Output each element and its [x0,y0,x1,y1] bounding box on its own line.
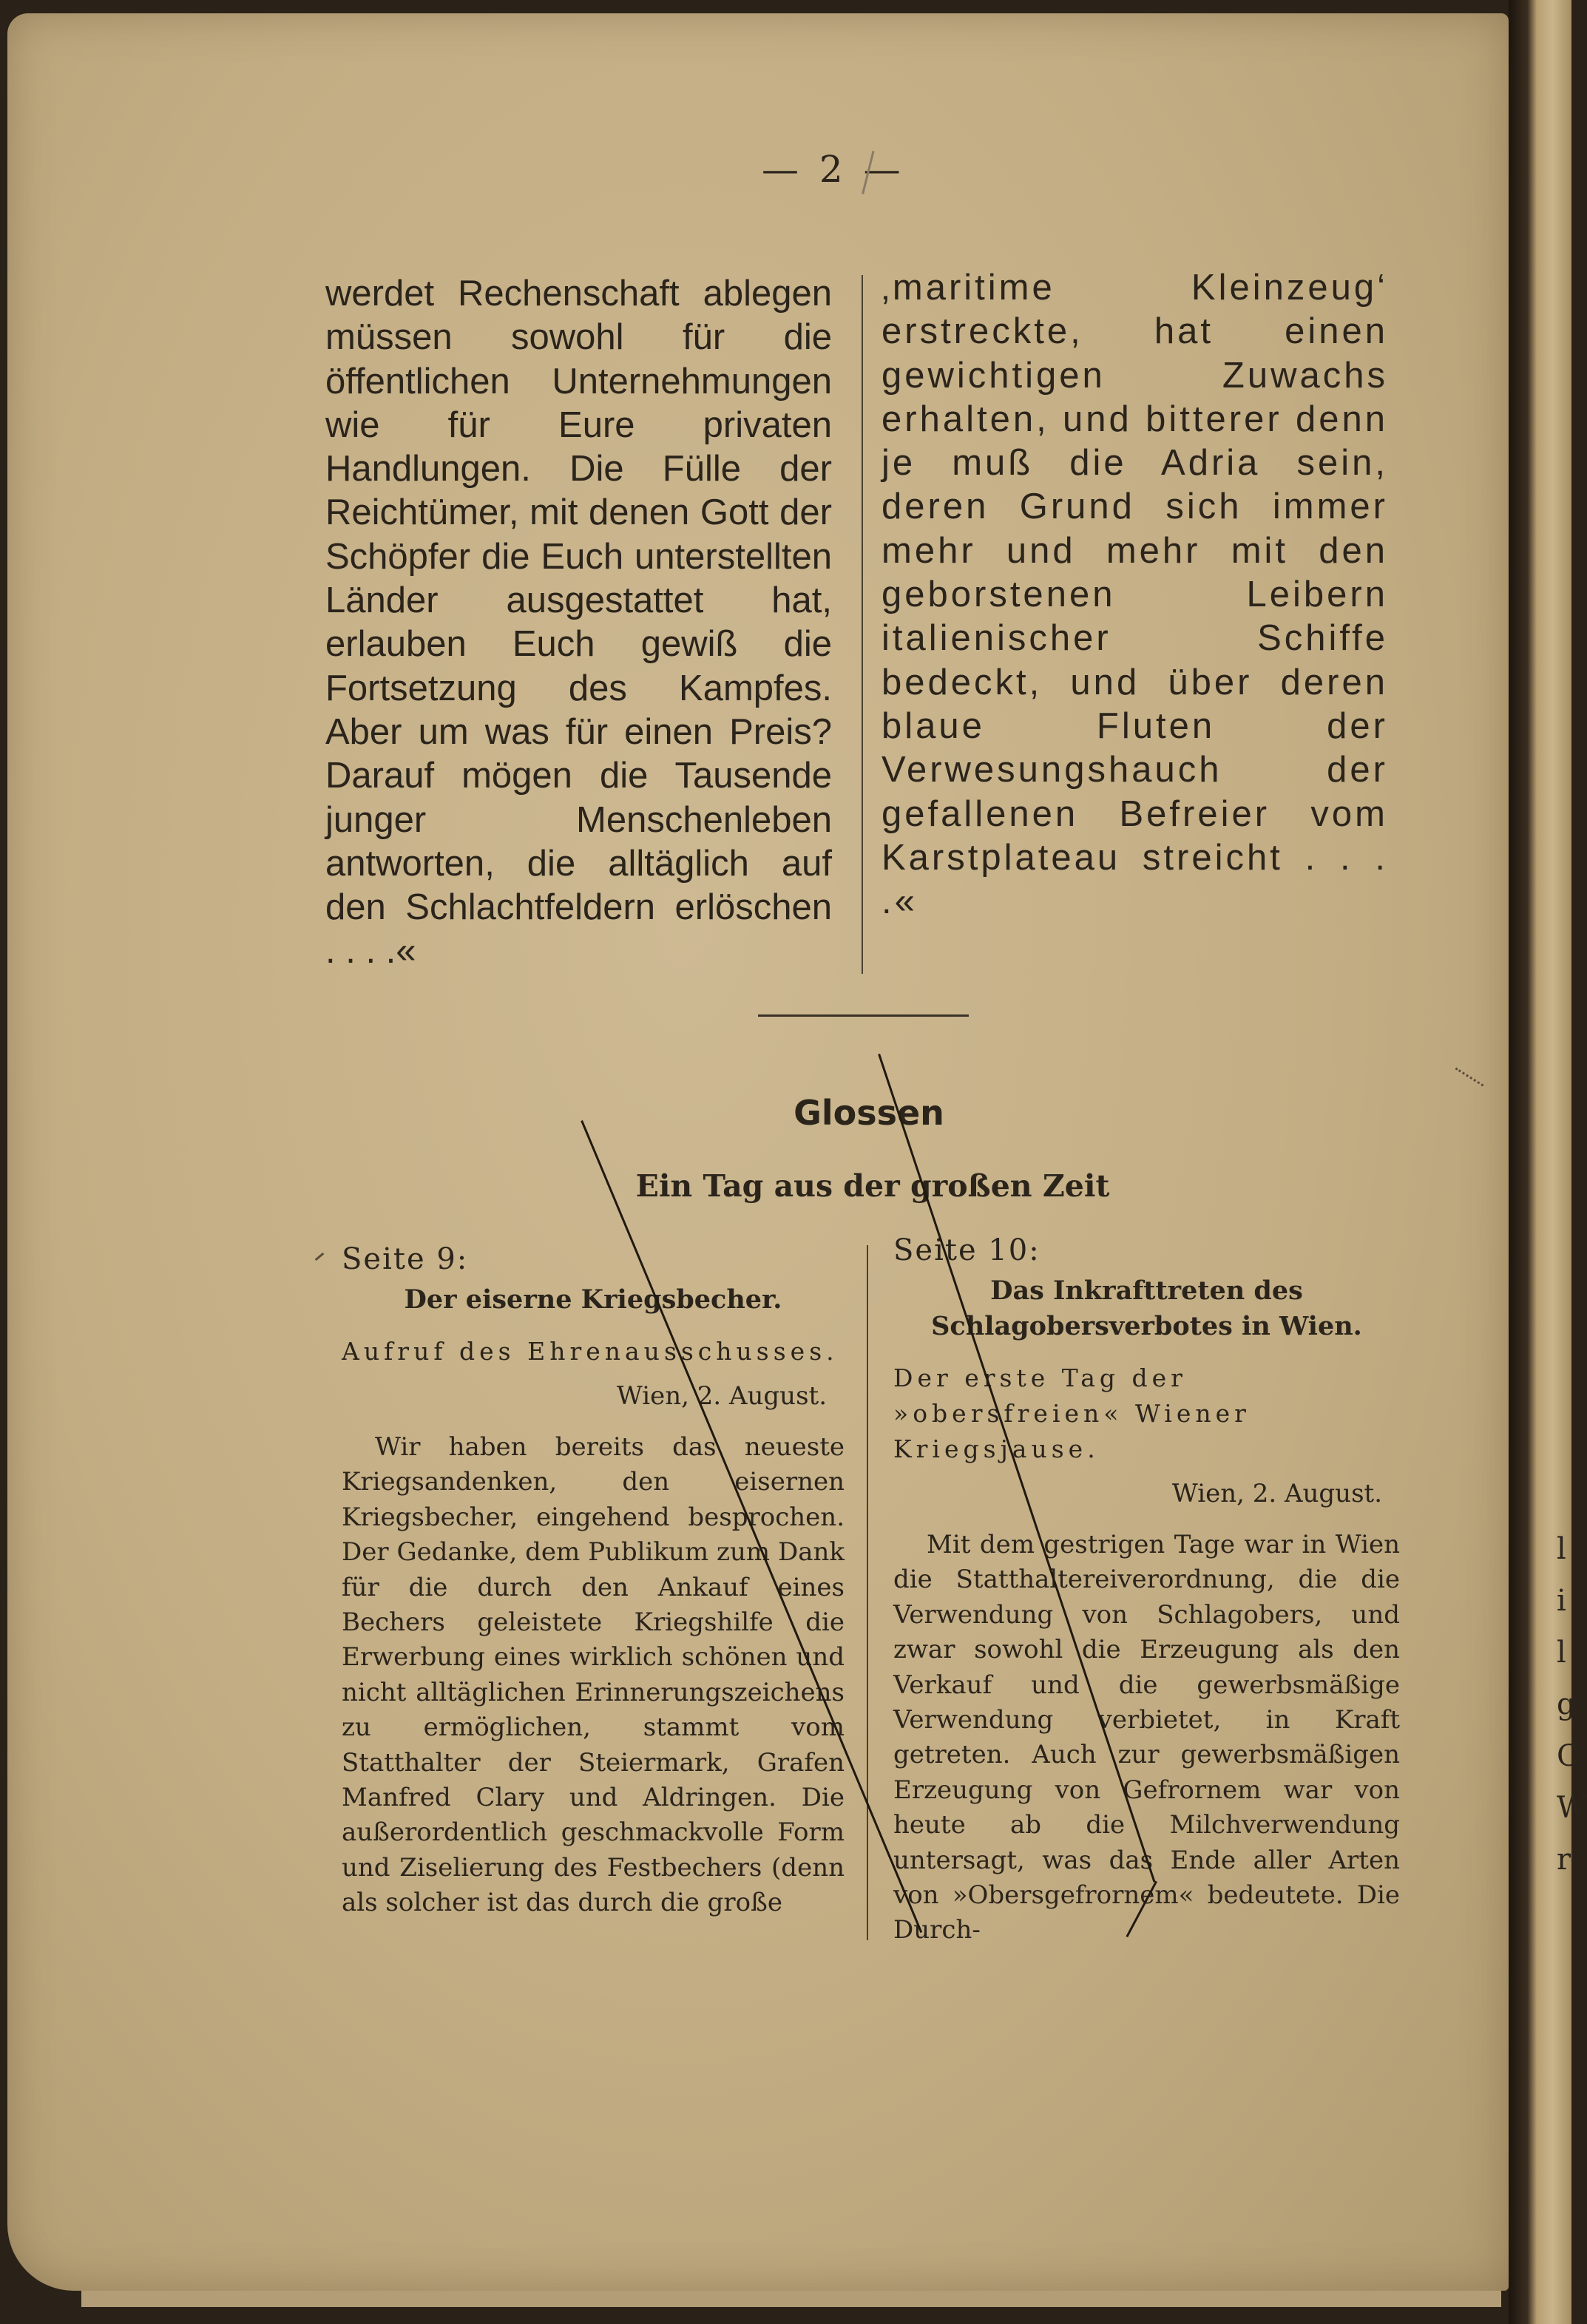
spine-letter: l [1557,1532,1566,1566]
spine-letter: W [1557,1791,1587,1825]
seite-label: Seite 10: [893,1233,1040,1267]
gloss-right-column [893,1233,1400,1948]
spine-letter: g [1557,1687,1576,1721]
seite-label: Seite 9: [342,1242,469,1276]
article-dateline: Wien, 2. August. [1171,1479,1382,1508]
gloss-column-divider [867,1245,868,1940]
spine-letter: r [1557,1843,1571,1877]
glossen-title: Glossen [794,1093,944,1133]
spine-letter: l [1557,1636,1566,1670]
spine-letter: C [1557,1739,1580,1773]
right-column-text: ‚maritime Kleinzeug‘ erstreckte, hat einen gewichtigen Zuwachs erhalten, und bitterer denn je muß die Adria sein, deren Grund sich immer mehr und mehr mit den geborstenen Leibern italienischer Schiffe bedeckt, und über deren blaue Fluten der Verwesungshauch der gefallenen Befreier vom Karstplateau streicht . . . .« [882,268,1388,922]
article-headline: Das Inkrafttreten des Schlagobersverbotes in Wien. [931,1276,1362,1341]
article-dateline: Wien, 2. August. [616,1381,827,1411]
section-rule [758,1014,969,1017]
page-number: — 2 — [762,148,905,191]
article-body: Wir haben bereits das neueste Kriegsandenken, den eisernen Kriegsbecher, eingehend besprochen. Der Gedanke, dem Publikum zum Dank für die durch den Ankauf eines Bechers geleistete Kriegshilfe die Erwerbung eines wirklich schönen und nicht alltäglichen Erinnerungszeichens zu ermöglichen, stammt vom Statthalter der Steiermark, Grafen Manfred Clary und Aldringen. Die außerordentlich geschmackvolle Form und Ziselierung des Festbechers (denn als solcher ist das durch die große [342,1432,845,1918]
gloss-left-column [342,1242,845,1921]
glossen-subtitle: Ein Tag aus der großen Zeit [635,1168,1110,1204]
article-headline: Der eiserne Kriegsbecher. [404,1284,782,1315]
column-divider [862,275,863,974]
spine-next-page-letters [1557,1523,1587,1886]
article-subheading: Der erste Tag der »obersfreien« Wiener Kriegsjause. [893,1363,1251,1463]
book-spine [1509,0,1587,2324]
left-column-text: werdet Rechenschaft ablegen müssen sowohl für die öffentlichen Unternehmungen wie für Eure privaten Handlungen. Die Fülle der Reichtümer, mit denen Gott der Schöpfer die Euch unterstellten Länder ausgestattet hat, erlauben Euch gewiß die Fortsetzung des Kampfes. Aber um was für einen Preis? Darauf mögen die Tausende junger Menschenleben antworten, die alltäglich auf den Schlachtfeldern erlöschen . . . .« [325,274,832,972]
spine-letter: i [1557,1584,1566,1618]
article-subheading: Aufruf des Ehrenausschusses. [342,1337,839,1366]
article-body: Mit dem gestrigen Tage war in Wien die Statthaltereiverordnung, die die Verwendung von Schlagobers, und zwar sowohl die Erzeugung als den Verkauf und die gewerbsmäßige Verwendung verbietet, in Kraft getreten. Auch zur gewerbsmäßigen Erzeugung von Gefrornem war von heute ab die Milchverwendung untersagt, was das Ende aller Arten von »Obersgefrornem« bedeutete. Die Durch- [893,1530,1400,1945]
